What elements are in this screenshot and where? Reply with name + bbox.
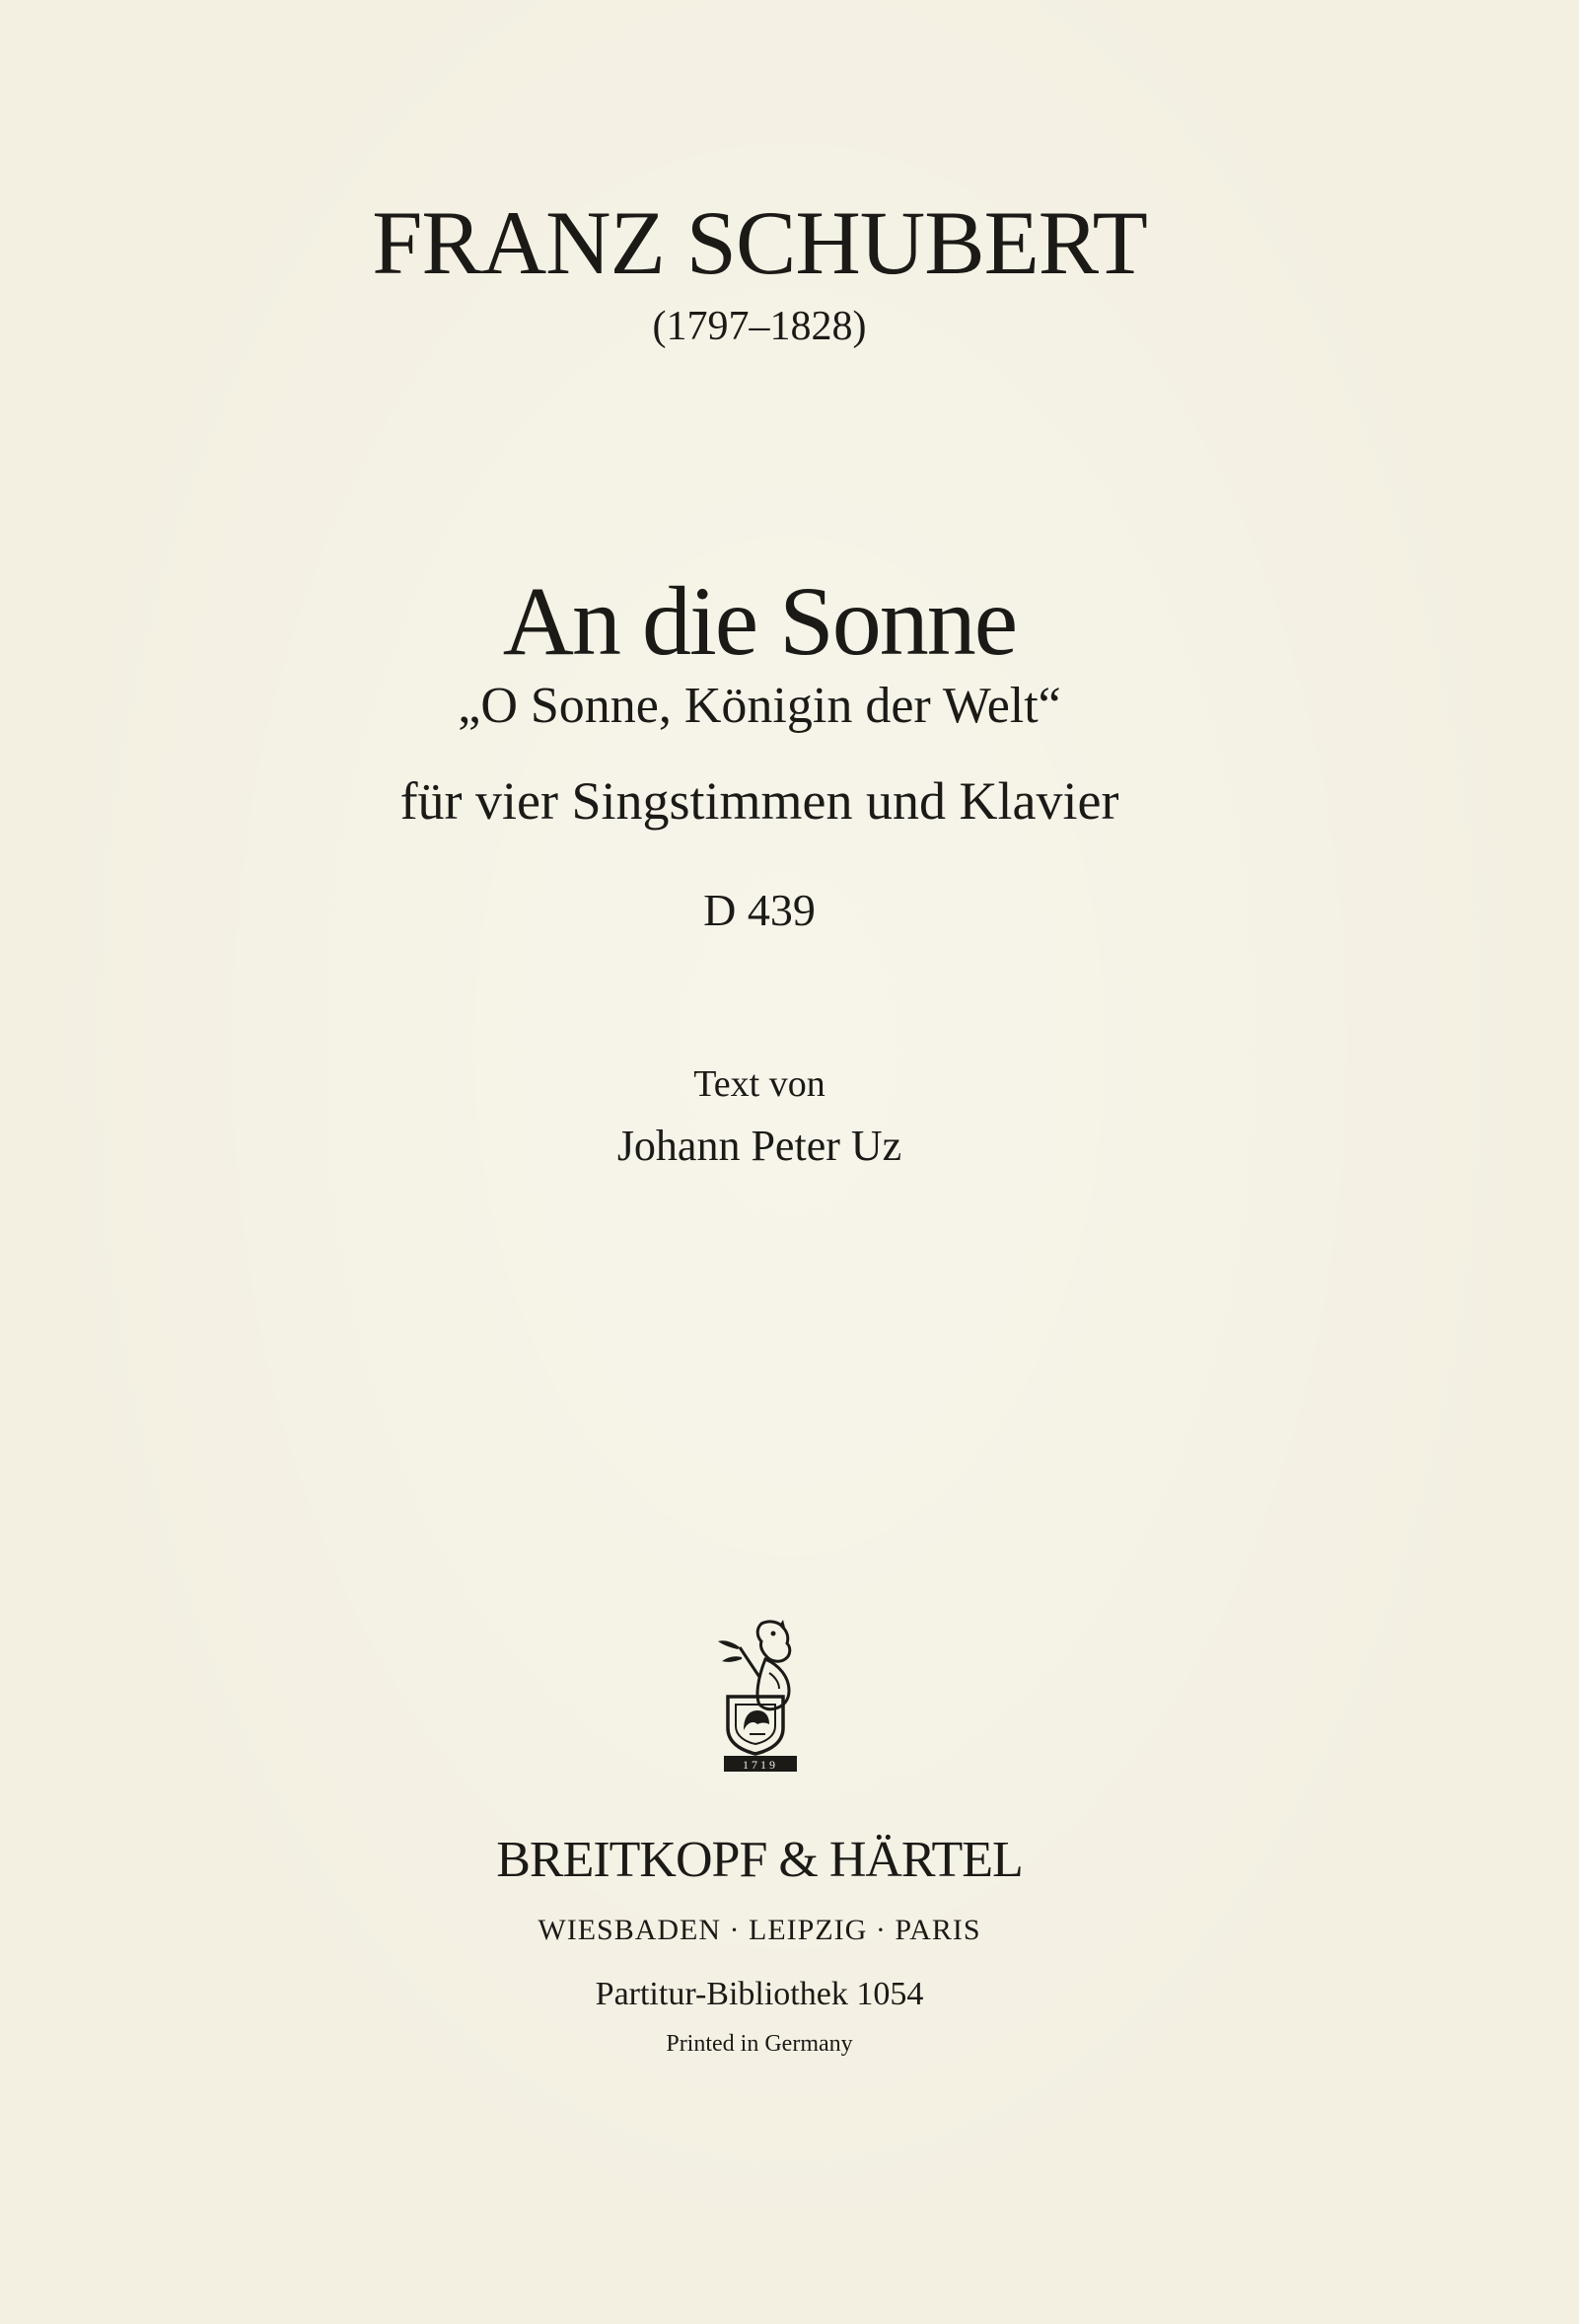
printed-note: Printed in Germany — [666, 2031, 853, 2057]
text-credit-label: Text von — [693, 1063, 825, 1105]
text-author: Johann Peter Uz — [616, 1122, 902, 1170]
composer-dates: (1797–1828) — [652, 304, 867, 349]
publisher-name: BREITKOPF & HÄRTEL — [496, 1832, 1023, 1888]
breitkopf-haertel-bear-emblem-icon — [710, 1618, 809, 1776]
work-title: An die Sonne — [502, 566, 1017, 676]
composer-name: FRANZ SCHUBERT — [372, 192, 1147, 293]
scoring: für vier Singstimmen und Klavier — [399, 771, 1119, 831]
series-number: Partitur-Bibliothek 1054 — [595, 1976, 924, 2012]
work-subtitle: „O Sonne, Königin der Welt“ — [458, 678, 1061, 734]
logo-year: 1719 — [743, 1758, 778, 1772]
catalog-number: D 439 — [703, 885, 816, 935]
publisher-cities: WIESBADEN · LEIPZIG · PARIS — [538, 1914, 981, 1946]
